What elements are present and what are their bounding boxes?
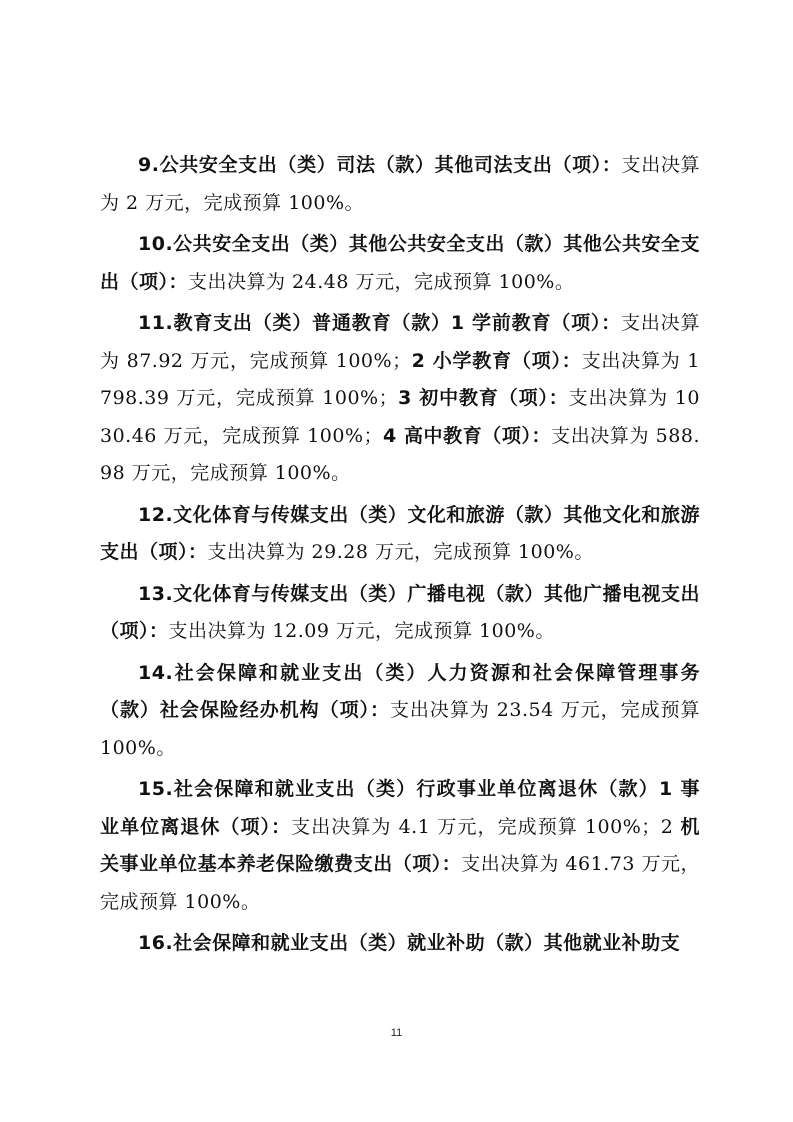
paragraph-12: [100, 497, 700, 572]
item-heading: 15.社会保障和就业支出（类）行政事业单位离退休（款）1 事业单位离退休（项）：: [100, 778, 700, 838]
item-text: 支出决算为 2 万元，完成预算 100%。: [100, 154, 700, 214]
item-text: 支出决算为 588.98 万元，完成预算 100%。: [100, 424, 700, 484]
paragraph-11: [100, 305, 700, 493]
paragraph-10: [100, 226, 700, 301]
document-body: [100, 147, 700, 967]
item-text: 支出决算为 87.92 万元，完成预算 100%；: [100, 312, 700, 372]
item-heading: 12.文化体育与传媒支出（类）文化和旅游（款）其他文化和旅游支出（项）：: [100, 503, 700, 563]
item-heading: 9.公共安全支出（类）司法（款）其他司法支出（项）：: [138, 154, 622, 176]
item-text: 支出决算为 12.09 万元，完成预算 100%。: [168, 620, 555, 642]
item-text: 支出决算为 23.54 万元，完成预算 100%。: [100, 699, 700, 759]
sub-item-heading: 机关事业单位基本养老保险缴费支出（项）：: [100, 815, 700, 875]
item-text: 支出决算为 24.48 万元，完成预算 100%。: [188, 270, 575, 293]
sub-item-heading: 4 高中教育（项）：: [383, 424, 552, 447]
paragraph-15: [100, 771, 700, 921]
paragraph-9: [100, 147, 700, 222]
item-text: 支出决算为 29.28 万元，完成预算 100%。: [207, 541, 594, 563]
item-heading: 13.文化体育与传媒支出（类）广播电视（款）其他广播电视支出（项）：: [100, 582, 700, 642]
page-number: 11: [390, 1027, 403, 1039]
item-text: 支出决算为 1798.39 万元，完成预算 100%；: [100, 349, 700, 409]
paragraph-13: [100, 576, 700, 651]
paragraph-16: [100, 925, 700, 963]
item-text: 支出决算为 461.73 万元，完成预算 100%。: [100, 853, 700, 913]
item-heading: 11.教育支出（类）普通教育（款）1 学前教育（项）：: [138, 312, 622, 334]
item-text: 支出决算为 1030.46 万元，完成预算 100%；: [100, 387, 700, 447]
sub-item-heading: 2 小学教育（项）：: [411, 349, 582, 372]
item-heading: 10.公共安全支出（类）其他公共安全支出（款）其他公共安全支出（项）：: [100, 233, 700, 293]
paragraph-14: [100, 655, 700, 768]
item-text: 支出决算为 4.1 万元，完成预算 100%；2: [291, 815, 681, 838]
item-heading: 14.社会保障和就业支出（类）人力资源和社会保障管理事务（款）社会保险经办机构（项）：: [100, 661, 700, 721]
sub-item-heading: 3 初中教育（项）：: [398, 387, 569, 409]
item-heading: 16.社会保障和就业支出（类）就业补助（款）其他就业补助支: [138, 932, 681, 954]
